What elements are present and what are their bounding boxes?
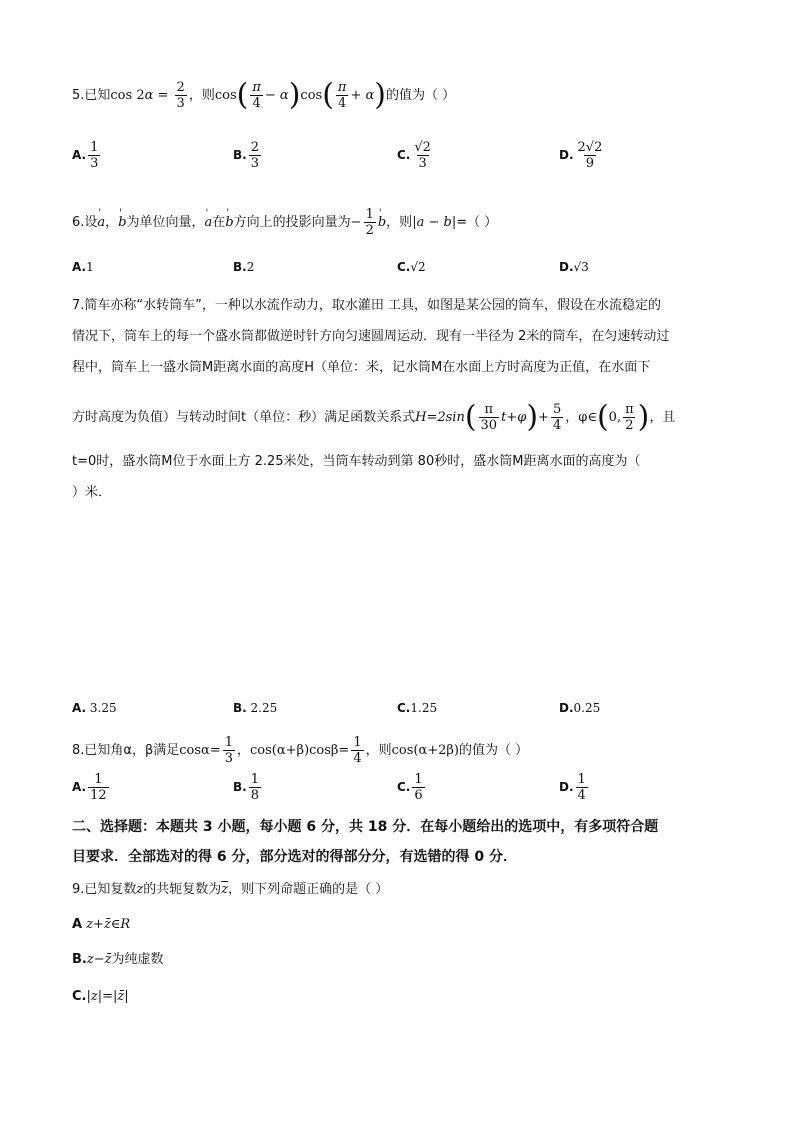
q7-line-6: ）米． (72, 485, 112, 500)
q6-option-c: C.√2 (397, 260, 426, 274)
section-2-heading-line-1: 二、选择题：本题共 3 小题，每小题 6 分，共 18 分．在每小题给出的选项中，有多项符合题 (72, 819, 659, 835)
q8-option-d: D. $\frac{1}{4}$ (559, 772, 586, 803)
q5-option-c: C. $\frac{√2}{3}$ (397, 140, 431, 171)
q7-option-a: A. 3.25 (72, 701, 117, 715)
question-9-stem: 9.已知复数z的共轭复数为$\overline{z}$，则下列命题正确的是（ ） (72, 882, 389, 897)
q6-option-b: B.2 (233, 260, 255, 274)
q7-option-b: B. 2.25 (233, 701, 278, 715)
q7-line-5: t=0时，盛水筒M位于水面上方 2.25米处，当筒车转动到第 80秒时，盛水筒M距离水面的高度为（ (72, 454, 641, 469)
question-5-stem (72, 77, 738, 113)
q5-option-d: D. $\frac{2√2}{9}$ (559, 140, 603, 171)
q5-prefix: 5.已知 (72, 88, 111, 103)
q8-option-b: B. $\frac{1}{8}$ (233, 772, 259, 803)
vector-a: ' a (97, 213, 105, 233)
q5-option-a: A. $\frac{1}{3}$ (72, 140, 99, 171)
q7-line-4: 方时高度为负值）与转动时间t（单位：秒）满足函数关系式H=2sin( $\frac{\pi}{30}$ t+φ)+ $\frac{5}{4}$ ，φ∈(0, $\frac{\pi}{2}$ )，且 (72, 399, 676, 435)
q5-mid: ，则 (188, 88, 215, 103)
q7-formula-lhs: H=2sin (415, 410, 465, 425)
q8-option-a: A. $\frac{1}{12}$ (72, 772, 107, 803)
q9-option-c: C.|z|=|z̄| (72, 989, 129, 1004)
q5-expr: cos( $\frac{\pi}{4}$ − α)cos( $\frac{\pi}{4}$ + α) (214, 77, 386, 113)
q9-option-a: A z+z̄∈R (72, 917, 131, 932)
question-6-stem: 6.设' a，' b为单位向量，' a在' b方向上的投影向量为− $\frac{1}{2}$ ' b，则|a − b|=（ ） (72, 207, 738, 238)
q7-option-d: D.0.25 (559, 701, 601, 715)
vector-b: ' b (118, 213, 126, 233)
q5-suffix: 的值为（ ） (386, 88, 456, 103)
section-2-heading-line-2: 目要求．全部选对的得 6 分，部分选对的得部分分，有选错的得 0 分． (72, 849, 517, 865)
q5-given-frac: $\frac{2}{3}$ (176, 80, 185, 111)
question-8-stem: 8.已知角α，β满足cosα= $\frac{1}{3}$ ，cos(α+β)cosβ= $\frac{1}{4}$ ，则cos(α+2β)的值为（ ） (72, 735, 529, 766)
q5-option-b: B. $\frac{2}{3}$ (233, 140, 259, 171)
q6-option-a: A.1 (72, 260, 94, 274)
q5-given: cos 2α = (110, 88, 173, 103)
q6-proj-frac: $\frac{1}{2}$ (365, 207, 374, 238)
q7-line-1: 7.简车亦称“水转筒车”，一种以水流作动力，取水灌田 工具，如图是某公园的筒车，假设在水流稳定的 (72, 298, 662, 313)
q7-line-3: 程中，筒车上一盛水筒M距离水面的高度H（单位：米，记水筒M在水面上方时高度为正值，在水面下 (72, 360, 651, 375)
q6-option-d: D.√3 (559, 260, 589, 274)
q7-option-c: C.1.25 (397, 701, 438, 715)
q8-option-c: C. $\frac{1}{6}$ (397, 772, 423, 803)
q6-abs-expr: |a − b| (412, 215, 457, 230)
q7-line-2: 情况下，筒车上的每一个盛水筒都做逆时针方向匀速圆周运动．现有一半径为 2米的筒车，在匀速转动过 (72, 329, 670, 344)
q9-option-b: B.z−z̄为纯虚数 (72, 952, 164, 967)
